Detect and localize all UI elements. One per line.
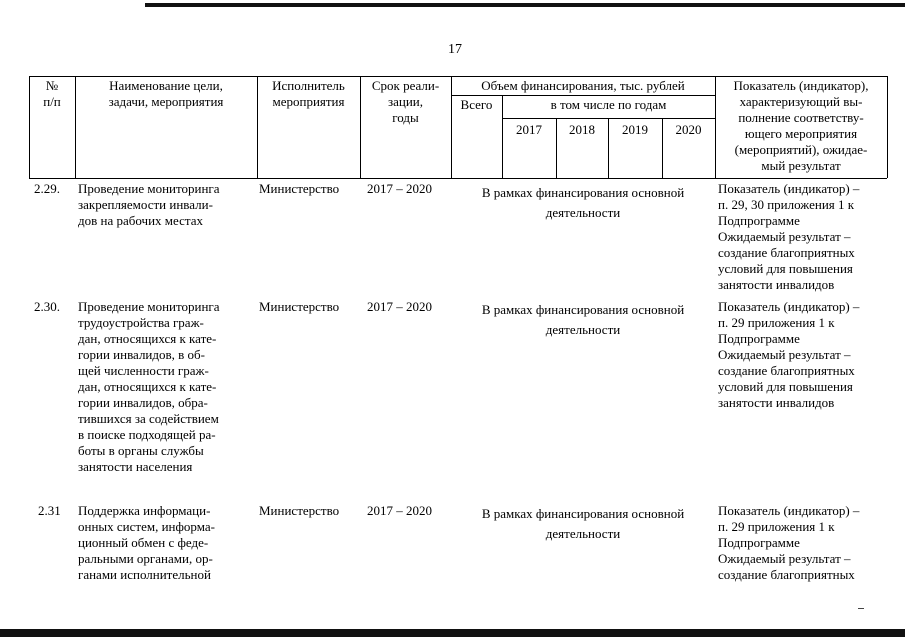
row-num: 2.29. [34, 181, 60, 196]
header-funding: Объем финансирования, тыс. рублей [481, 78, 685, 93]
header-funding-divider [451, 95, 715, 96]
row-term: 2017 – 2020 [367, 503, 432, 518]
row-indicator: Показатель (индикатор) – п. 29 приложения 1 к Подпрограмме Ожидаемый результат – создание благоприятных [718, 503, 860, 582]
header-border-top [29, 76, 887, 77]
header-num: № п/п [43, 78, 61, 109]
header-year: 2017 [516, 122, 542, 137]
scan-mark [858, 608, 864, 609]
row-funding: В рамках финансирования основной деятельности [481, 302, 685, 337]
row-name: Проведение мониторинга трудоустройства граж- дан, относящихся к кате- гории инвалидов, в об- щей численности граж- дан, относящихся к кате- гории инвалидов, обра- тившихся за содействием в поиске подходящей ра- боты в органы службы занятости населения [78, 299, 220, 474]
row-term: 2017 – 2020 [367, 299, 432, 314]
header-year: 2018 [569, 122, 595, 137]
row-executor: Министерство [259, 181, 340, 196]
row-name: Проведение мониторинга закрепляемости инвали- дов на рабочих местах [78, 181, 220, 228]
header-border-bottom [29, 178, 887, 179]
header-executor: Исполнитель мероприятия [272, 78, 345, 109]
row-num: 2.31 [38, 503, 61, 518]
row-name: Поддержка информаци- онных систем, информа- ционный обмен с феде- ральными органами, ор- ганами исполнительной [78, 503, 215, 582]
header-by-years: в том числе по годам [550, 97, 667, 112]
row-indicator: Показатель (индикатор) – п. 29 приложения 1 к Подпрограмме Ожидаемый результат – создание благоприятных условий для повышения занятости инвалидов [718, 299, 860, 410]
header-year: 2020 [675, 122, 702, 137]
scan-edge-bottom [0, 629, 905, 637]
row-funding: В рамках финансирования основной деятельности [481, 506, 685, 541]
row-executor: Министерство [259, 299, 340, 314]
row-indicator: Показатель (индикатор) – п. 29, 30 приложения 1 к Подпрограмме Ожидаемый результат – создание благоприятных условий для повышения занятости инвалидов [718, 181, 860, 292]
header-col-line [887, 76, 888, 178]
row-funding: В рамках финансирования основной деятельности [481, 185, 685, 220]
row-executor: Министерство [259, 503, 340, 518]
header-name: Наименование цели, задачи, мероприятия [108, 78, 224, 109]
page-number: 17 [448, 42, 462, 57]
header-indicator: Показатель (индикатор), характеризующий вы- полнение соответству- ющего мероприятия (мероприятий), ожидае- мый результат [733, 78, 869, 173]
row-num: 2.30. [34, 299, 60, 314]
header-term: Срок реали- зации, годы [371, 78, 440, 125]
header-year: 2019 [622, 122, 648, 137]
row-term: 2017 – 2020 [367, 181, 432, 196]
scan-edge-top [145, 3, 905, 7]
header-total: Всего [460, 97, 493, 112]
